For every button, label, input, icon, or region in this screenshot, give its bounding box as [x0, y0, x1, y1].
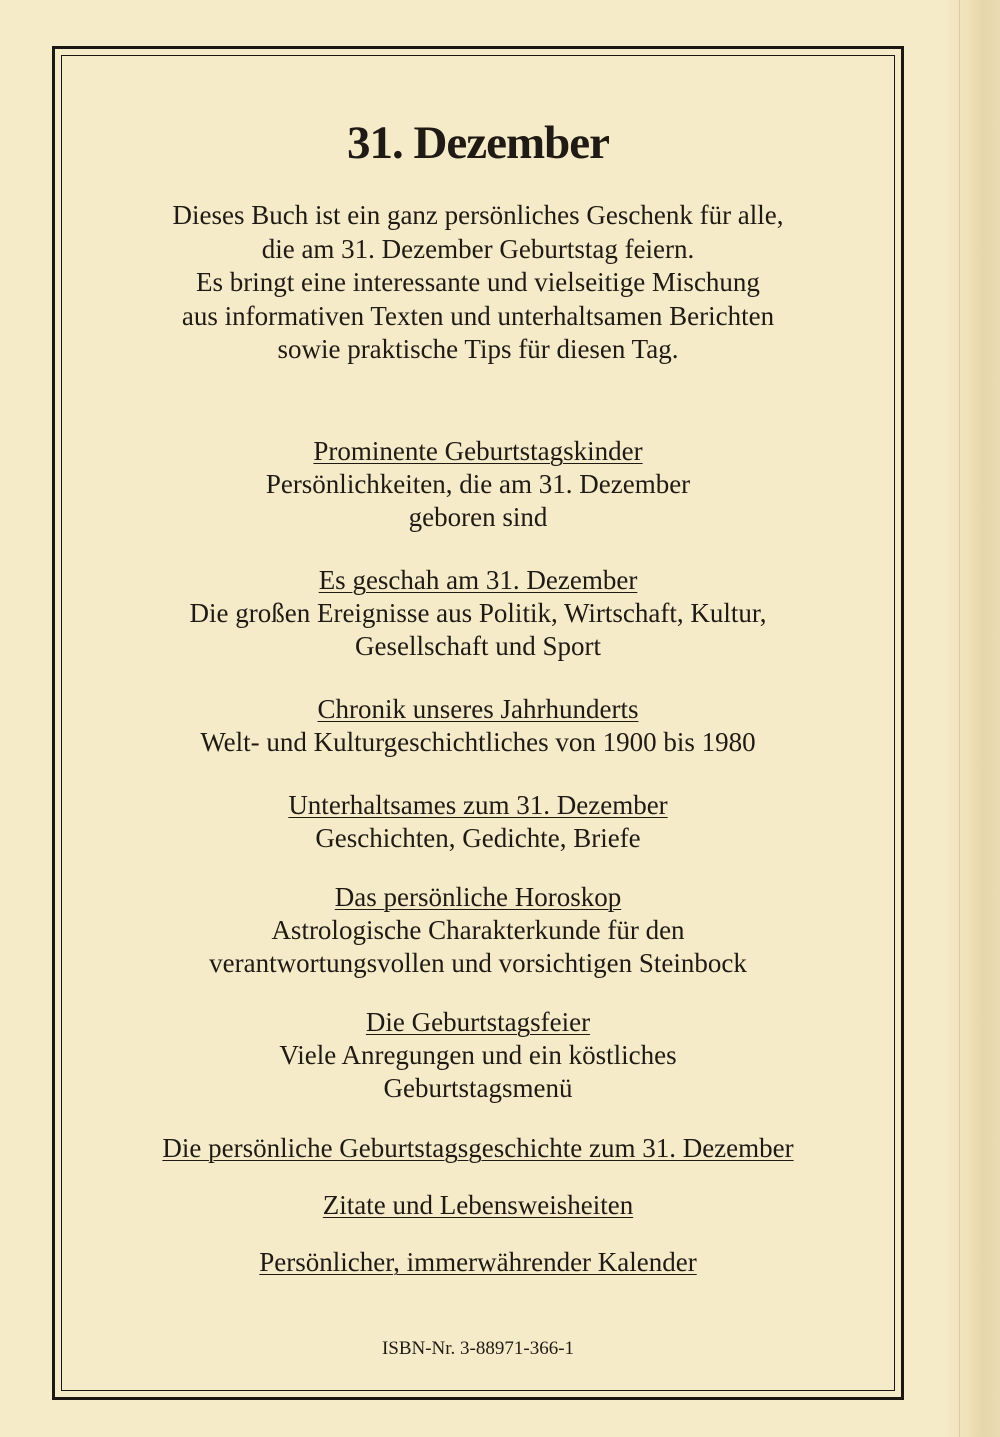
section-heading: Chronik unseres Jahrhunderts: [317, 694, 639, 724]
section-line: geboren sind: [408, 502, 548, 532]
section-kalender: [55, 1246, 901, 1279]
spine-crease: [959, 0, 960, 1437]
section-heading: Es geschah am 31. Dezember: [318, 565, 638, 595]
section-line: Persönlichkeiten, die am 31. Dezember: [265, 469, 691, 499]
section-unterhaltsames: [55, 789, 901, 855]
isbn-number: ISBN-Nr. 3-88971-366-1: [381, 1338, 575, 1359]
section-line: Viele Anregungen und ein köstliches: [279, 1040, 677, 1070]
section-line: Die großen Ereignisse aus Politik, Wirtschaft, Kultur,: [189, 598, 767, 628]
contents-list: [55, 435, 901, 1279]
section-zitate: [55, 1189, 901, 1222]
intro-paragraph: [55, 199, 901, 367]
section-line: Geburtstagsmenü: [383, 1073, 573, 1103]
spine-shadow: [942, 0, 1000, 1437]
intro-line: sowie praktische Tips für diesen Tag.: [277, 334, 679, 364]
page-frame: [52, 46, 904, 1400]
section-line: Astrologische Charakterkunde für den: [271, 915, 685, 945]
section-line: Geschichten, Gedichte, Briefe: [315, 823, 641, 853]
section-prominente: [55, 435, 901, 534]
section-horoskop: [55, 881, 901, 980]
section-line: verantwortungsvollen und vorsichtigen Steinbock: [209, 948, 747, 978]
section-heading: Unterhaltsames zum 31. Dezember: [288, 790, 668, 820]
intro-line: aus informativen Texten und unterhaltsamen Berichten: [181, 300, 775, 331]
section-chronik: [55, 693, 901, 759]
section-geburtstagsfeier: [55, 1006, 901, 1105]
section-heading: Das persönliche Horoskop: [334, 882, 622, 912]
section-heading: Persönlicher, immerwährender Kalender: [259, 1247, 697, 1277]
intro-line: die am 31. Dezember Geburtstag feiern.: [261, 233, 695, 264]
section-geburtstagsgeschichte: [55, 1132, 901, 1165]
section-line: Gesellschaft und Sport: [355, 631, 601, 661]
section-heading: Die persönliche Geburtstagsgeschichte zum 31. Dezember: [162, 1133, 794, 1163]
section-heading: Zitate und Lebensweisheiten: [322, 1190, 634, 1220]
section-es-geschah: [55, 564, 901, 663]
section-line: Welt- und Kulturgeschichtliches von 1900 bis 1980: [200, 727, 756, 757]
section-heading: Prominente Geburtstagskinder: [313, 436, 643, 466]
page-title: 31. Dezember: [346, 117, 610, 169]
intro-line: Dieses Buch ist ein ganz persönliches Geschenk für alle,: [172, 200, 784, 230]
frame-content: [55, 49, 901, 1397]
section-heading: Die Geburtstagsfeier: [365, 1007, 591, 1037]
intro-line: Es bringt eine interessante und vielseitige Mischung: [196, 267, 760, 297]
